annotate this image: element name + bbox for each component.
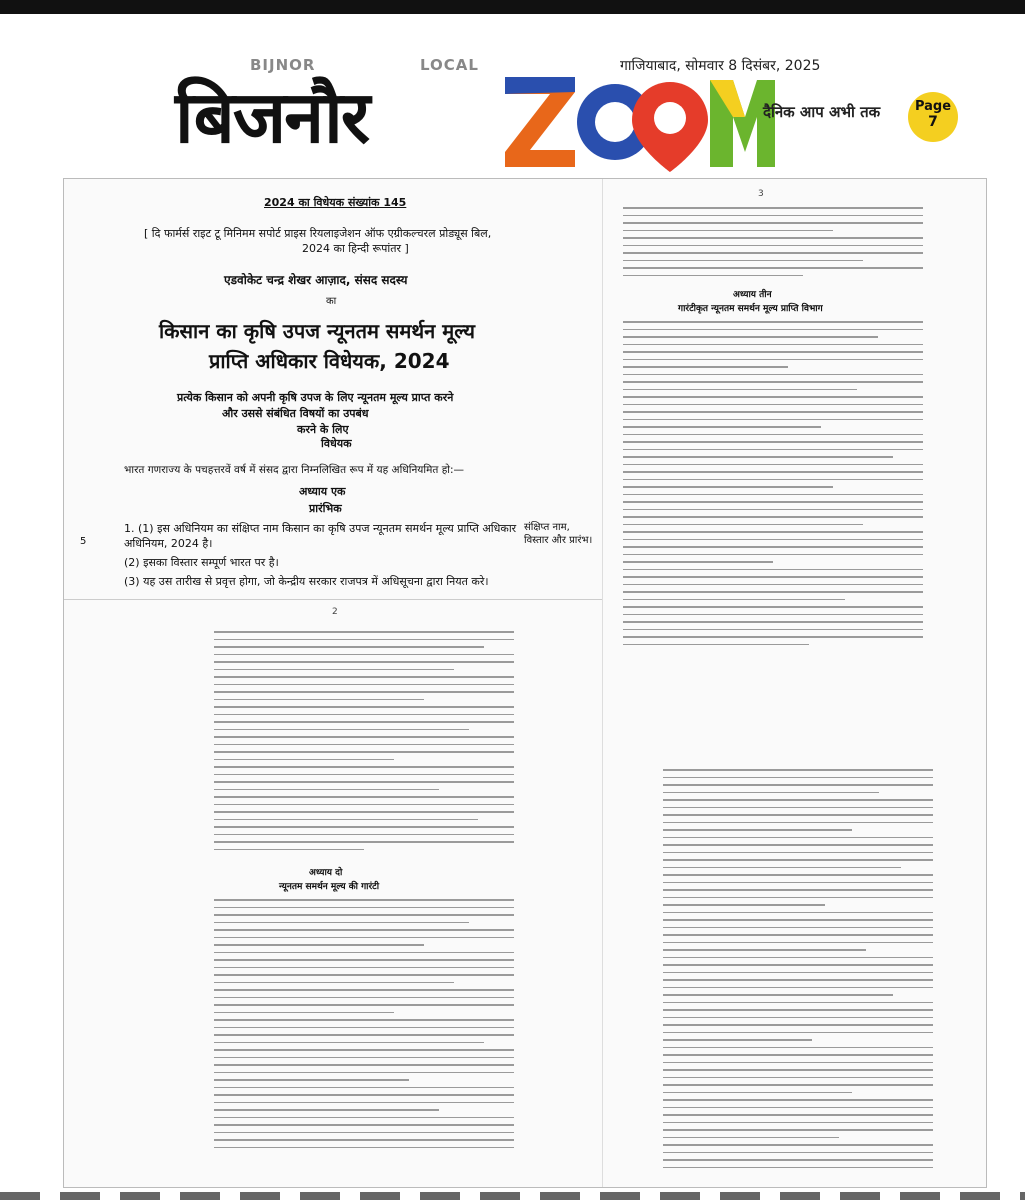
zoom-logo [505,72,775,172]
page-badge-label: Page [914,99,952,114]
purpose-line-3: करने के लिए [297,423,349,436]
enacting-clause: भारत गणराज्य के पचहत्तरवें वर्ष में संसद द्वारा निम्नलिखित रूप में यह अधिनियमित हो:— [124,464,465,476]
ka-word: का [326,296,337,307]
bill-title-line-2: प्राप्ति अधिकार विधेयक, 2024 [209,349,450,373]
left-column [64,179,602,1187]
marginal-note: संक्षिप्त नाम, विस्तार और प्रारंभ। [524,522,593,546]
page-badge [908,92,958,142]
page-3-top-text [623,207,923,282]
newspaper-masthead [0,14,1025,164]
bill-number: 2024 का विधेयक संख्यांक 145 [264,196,407,209]
page-2-number: 2 [332,607,338,617]
document-clipping [63,178,987,1188]
edition-date: गाजियाबाद, सोमवार 8 दिसंबर, 2025 [620,58,821,74]
english-title-line-1: [ दि फार्मर्स राइट टू मिनिमम सपोर्ट प्राइस रियलाइजेशन ऑफ एग्रीकल्चरल प्रोड्यूस बिल, [144,227,492,240]
tagline: दैनिक आप अभी तक [763,103,881,121]
bottom-cut-text [0,1192,1025,1200]
page-2-body-text [214,631,514,856]
purpose-line-2: और उससे संबंधित विषयों का उपबंध [222,407,369,420]
chapter-3-heading: अध्याय तीन [733,290,772,300]
section-1-line-2: अधिनियम, 2024 है। [124,537,213,550]
chapter-2-heading: अध्याय दो [309,868,343,878]
top-black-bar [0,0,1025,14]
zoom-o2-pin-icon [632,82,708,172]
section-1-line-1: 1. (1) इस अधिनियम का संक्षिप्त नाम किसान का कृषि उपज न्यूनतम समर्थन मूल्य प्राप्ति अधिकार [124,522,517,535]
local-label: LOCAL [420,56,479,74]
chapter-1-subheading: प्रारंभिक [309,502,342,515]
chapter-3-subheading: गारंटीकृत न्यूनतम समर्थन मूल्य प्राप्ति विभाग [678,304,823,314]
english-title-line-2: 2024 का हिन्दी रूपांतर ] [302,242,409,255]
margin-line-number: 5 [80,536,87,547]
page-divider [64,599,602,600]
page-badge-number: 7 [928,114,938,130]
section-1-clause-3: (3) यह उस तारीख से प्रवृत्त होगा, जो केन्द्रीय सरकार राजपत्र में अधिसूचना द्वारा नियत करे। [124,575,489,588]
chapter-1-heading: अध्याय एक [299,485,346,498]
zoom-m-icon [710,80,775,167]
chapter-3-body-text [623,321,923,651]
page-3-number: 3 [758,189,764,199]
right-column [602,179,988,1187]
chapter-2-subheading: न्यूनतम समर्थन मूल्य की गारंटी [279,882,380,892]
bill-title-line-1: किसान का कृषि उपज न्यूनतम समर्थन मूल्य [159,319,475,343]
zoom-z-icon [505,77,575,167]
purpose-line-4: विधेयक [321,437,352,450]
right-lower-text [663,769,933,1174]
bill-author: एडवोकेट चन्द्र शेखर आज़ाद, संसद सदस्य [224,273,408,287]
purpose-line-1: प्रत्येक किसान को अपनी कृषि उपज के लिए न्यूनतम मूल्य प्राप्त करने [177,391,454,404]
section-1-clause-2: (2) इसका विस्तार सम्पूर्ण भारत पर है। [124,556,279,569]
paper-name: बिजनौर [175,75,369,159]
bijnor-label: BIJNOR [250,56,316,74]
chapter-2-body-text [214,899,514,1154]
